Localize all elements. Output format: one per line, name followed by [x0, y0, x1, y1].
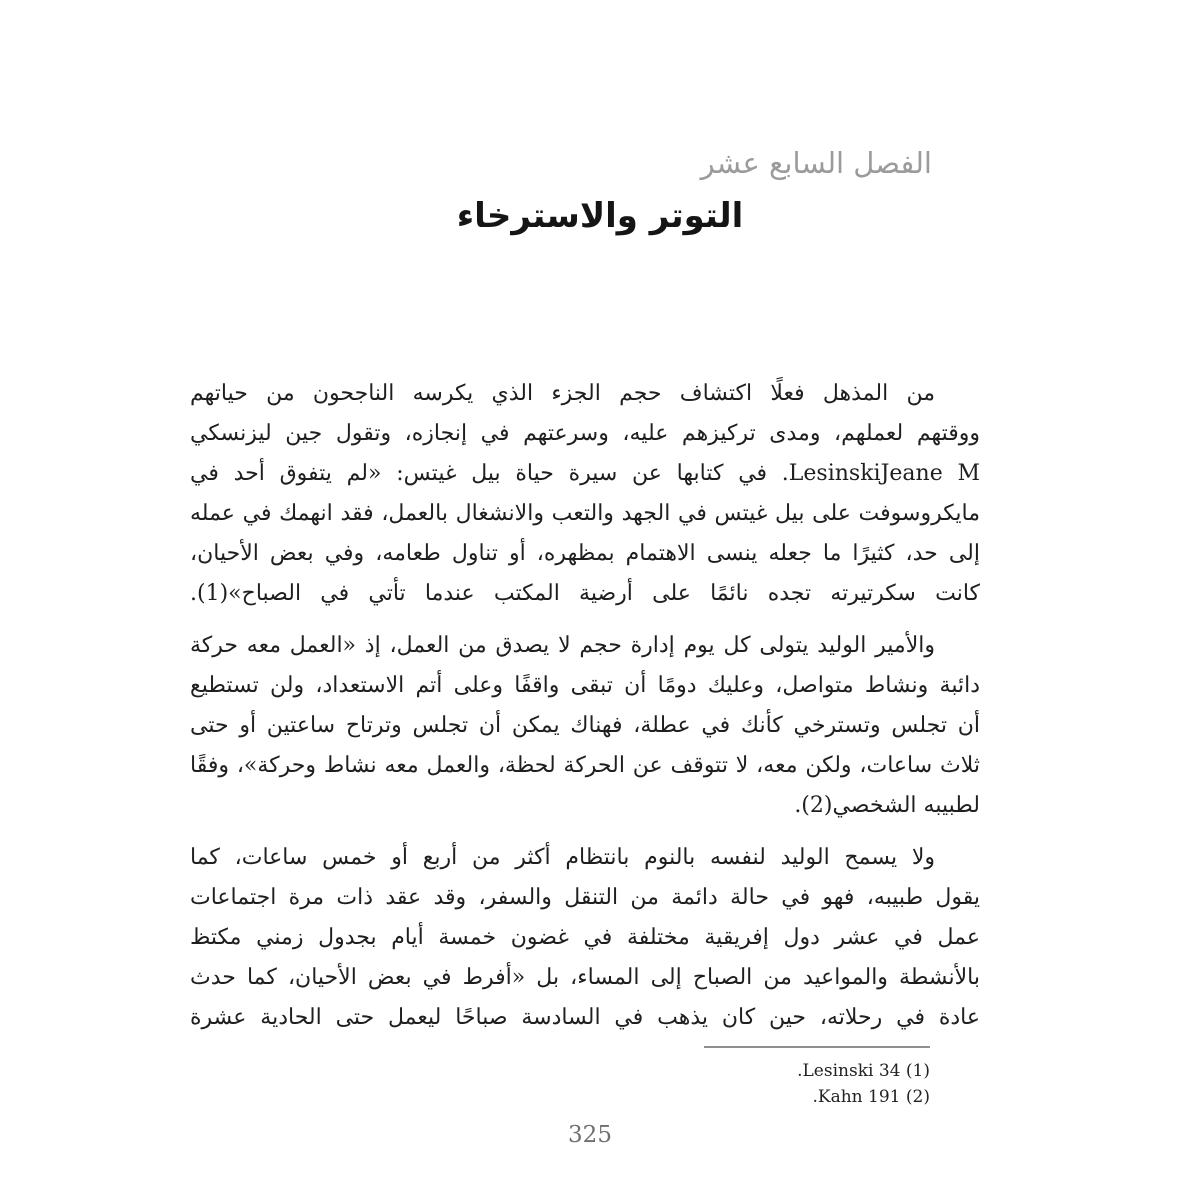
page-number: 325 — [568, 1122, 612, 1148]
body-line: عادة في رحلاته، حين كان يذهب في السادسة صباحًا ليعمل حتى الحادية عشرة — [190, 1005, 980, 1030]
body-line: LesinskiJeane M. في كتابها عن سيرة حياة بيل غيتس: «لم يتفوق أحد في — [190, 461, 980, 486]
body-line: يقول طبيبه، فهو في حالة دائمة من التنقل والسفر، وقد عقد ذات مرة اجتماعات — [190, 885, 980, 910]
paragraph — [190, 626, 980, 826]
body-line: أن تجلس وتسترخي كأنك في عطلة، فهناك يمكن أن تجلس وترتاح ساعتين أو حتى — [190, 713, 980, 738]
body-line: كانت سكرتيرته تجده نائمًا على أرضية المكتب عندما تأتي في الصباح»(1). — [190, 581, 980, 606]
body-line: عمل في عشر دول إفريقية مختلفة في غضون خمسة أيام بجدول زمني مكتظ — [190, 925, 980, 950]
chapter-label: الفصل السابع عشر — [700, 146, 932, 180]
footnote-2: (2) Kahn 191. — [812, 1087, 930, 1107]
paragraph — [190, 374, 980, 614]
paragraph — [190, 838, 980, 1038]
footnotes-section — [698, 1046, 930, 1110]
footnote-divider — [704, 1046, 930, 1048]
body-line: من المذهل فعلًا اكتشاف حجم الجزء الذي يكرسه الناجحون من حياتهم — [190, 381, 935, 406]
body-line: لطبيبه الشخصي(2). — [794, 793, 980, 818]
body-line: ووقتهم لعملهم، ومدى تركيزهم عليه، وسرعتهم في إنجازه، وتقول جين ليزنسكي — [190, 421, 980, 446]
body-line: إلى حد، كثيرًا ما جعله ينسى الاهتمام بمظهره، أو تناول طعامه، وفي بعض الأحيان، — [190, 541, 980, 566]
body-line: مايكروسوفت على بيل غيتس في الجهد والتعب والانشغال بالعمل، فقد انهمك في عمله — [190, 501, 980, 526]
body-line: بالأنشطة والمواعيد من الصباح إلى المساء، بل «أفرط في بعض الأحيان، كما حدث — [190, 965, 980, 990]
body-line: ولا يسمح الوليد لنفسه بالنوم بانتظام أكثر من أربع أو خمس ساعات، كما — [190, 845, 935, 870]
body-line: ثلاث ساعات، ولكن معه، لا تتوقف عن الحركة لحظة، والعمل معه نشاط وحركة»، وفقًا — [190, 753, 980, 778]
footnote-1: (1) Lesinski 34. — [797, 1061, 930, 1081]
body-text — [190, 374, 980, 1050]
body-line: والأمير الوليد يتولى كل يوم إدارة حجم لا يصدق من العمل، إذ «العمل معه حركة — [190, 633, 935, 658]
chapter-title: التوتر والاسترخاء — [456, 196, 744, 236]
body-line: دائبة ونشاط متواصل، وعليك دومًا أن تبقى واقفًا وعلى أتم الاستعداد، ولن تستطيع — [190, 673, 980, 698]
